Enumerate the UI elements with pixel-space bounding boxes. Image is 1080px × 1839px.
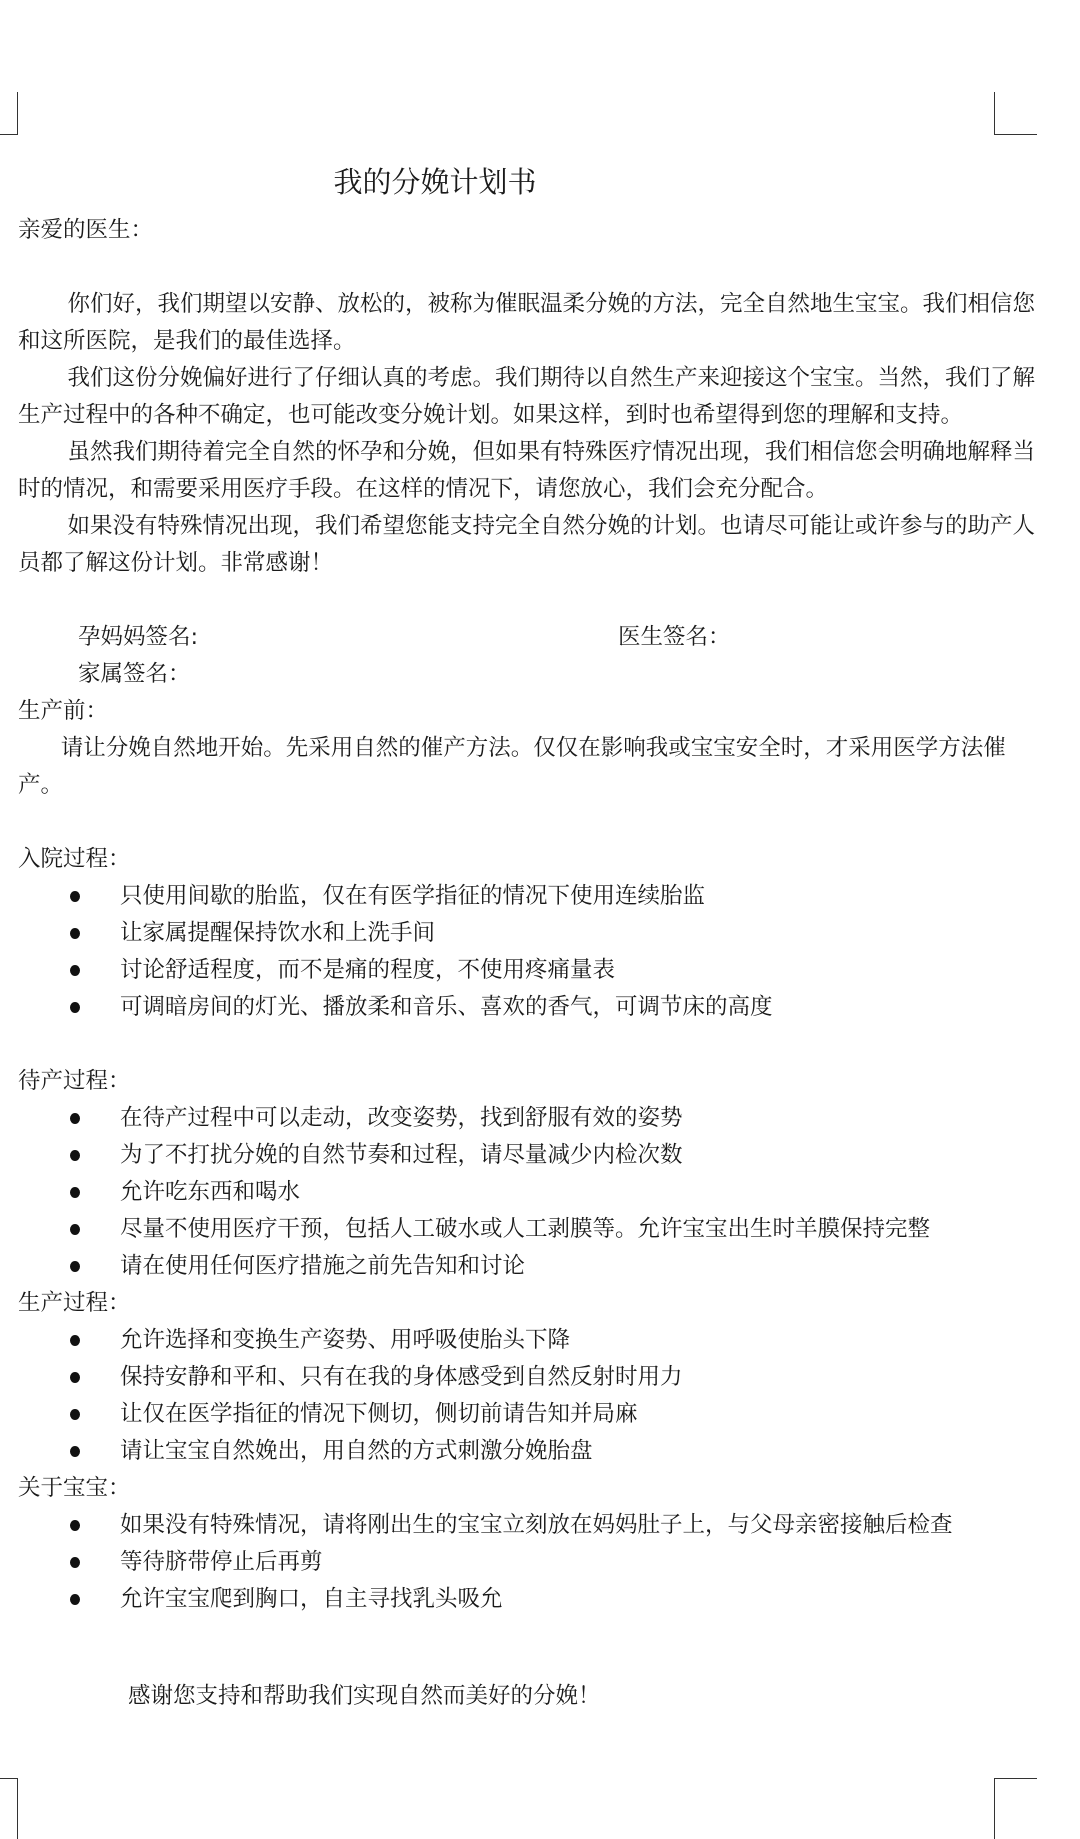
- section-heading-before-birth: 生产前：: [18, 698, 109, 724]
- signature-row: [18, 619, 1038, 656]
- list-item-text: 保持安静和平和、只有在我的身体感受到自然反射时用力: [120, 1364, 683, 1390]
- page-corner-mark-top-left: [0, 92, 18, 135]
- list-item-text: 请在使用任何医疗措施之前先告知和讨论: [120, 1253, 526, 1279]
- list-item: [18, 878, 1038, 915]
- intro-paragraph-2: 我们这份分娩偏好进行了仔细认真的考虑。我们期待以自然生产来迎接这个宝宝。当然，我们了解生产过程中的各种不确定，也可能改变分娩计划。如果这样，到时也希望得到您的理解和支持。: [18, 365, 1036, 428]
- list-item: [18, 1359, 1038, 1396]
- bullet-icon: [70, 928, 80, 939]
- spacer: [18, 804, 1038, 841]
- list-item-text: 讨论舒适程度，而不是痛的程度，不使用疼痛量表: [120, 957, 616, 983]
- intro-paragraph-4: 如果没有特殊情况出现，我们希望您能支持完全自然分娩的计划。也请尽可能让或许参与的助产人员都了解这份计划。非常感谢！: [18, 513, 1036, 576]
- list-item-text: 允许吃东西和喝水: [120, 1179, 301, 1205]
- list-item-text: 等待脐带停止后再剪: [120, 1549, 323, 1575]
- list-item: [18, 1137, 1038, 1174]
- list-item-text: 为了不打扰分娩的自然节奏和过程，请尽量减少内检次数: [120, 1142, 683, 1168]
- spacer: [18, 1618, 1038, 1655]
- spacer: [18, 249, 1038, 286]
- list-item-text: 让仅在医学指征的情况下侧切，侧切前请告知并局麻: [120, 1401, 638, 1427]
- list-item: [18, 1433, 1038, 1470]
- intro-paragraph-3: 虽然我们期待着完全自然的怀孕和分娩，但如果有特殊医疗情况出现，我们相信您会明确地解释当时的情况，和需要采用医疗手段。在这样的情况下，请您放心，我们会充分配合。: [18, 439, 1036, 502]
- list-item-text: 允许选择和变换生产姿势、用呼吸使胎头下降: [120, 1327, 571, 1353]
- list-item-text: 可调暗房间的灯光、播放柔和音乐、喜欢的香气，可调节床的高度: [120, 994, 773, 1020]
- list-item: [18, 1507, 1038, 1544]
- greeting: 亲爱的医生：: [18, 217, 154, 243]
- list-item-text: 让家属提醒保持饮水和上洗手间: [120, 920, 436, 946]
- bullet-icon: [70, 1261, 80, 1272]
- list-item: [18, 1544, 1038, 1581]
- bullet-icon: [70, 1520, 80, 1531]
- doctor-signature-label: 医生签名：: [618, 624, 731, 650]
- bullet-icon: [70, 1372, 80, 1383]
- section-heading-delivery: 生产过程：: [18, 1290, 131, 1316]
- document-body: [18, 212, 1038, 1737]
- page-corner-mark-bottom-right: [994, 1778, 1037, 1839]
- intro-paragraph-1: 你们好，我们期望以安静、放松的，被称为催眠温柔分娩的方法，完全自然地生宝宝。我们相信您和这所医院，是我们的最佳选择。: [18, 291, 1036, 354]
- bullet-icon: [70, 1113, 80, 1124]
- list-item: [18, 1248, 1038, 1285]
- list-item-text: 请让宝宝自然娩出，用自然的方式刺激分娩胎盘: [120, 1438, 593, 1464]
- bullet-icon: [70, 1002, 80, 1013]
- list-item: [18, 915, 1038, 952]
- bullet-icon: [70, 1409, 80, 1420]
- section-heading-labor: 待产过程：: [18, 1068, 131, 1094]
- page-corner-mark-bottom-left: [0, 1778, 18, 1839]
- family-signature-label: 家属签名：: [78, 661, 191, 687]
- bullet-icon: [70, 1557, 80, 1568]
- list-item: [18, 1322, 1038, 1359]
- bullet-icon: [70, 1150, 80, 1161]
- list-item: [18, 1100, 1038, 1137]
- bullet-icon: [70, 1446, 80, 1457]
- list-item: [18, 952, 1038, 989]
- bullet-icon: [70, 1594, 80, 1605]
- spacer: [18, 582, 1038, 619]
- page-corner-mark-top-right: [994, 92, 1037, 135]
- bullet-icon: [70, 1187, 80, 1198]
- bullet-icon: [70, 891, 80, 902]
- bullet-icon: [70, 965, 80, 976]
- labor-list: [18, 1100, 1038, 1285]
- mother-signature-label: 孕妈妈签名:: [78, 624, 199, 650]
- delivery-list: [18, 1322, 1038, 1470]
- bullet-icon: [70, 1335, 80, 1346]
- signature-row: [18, 656, 1038, 693]
- list-item-text: 在待产过程中可以走动，改变姿势，找到舒服有效的姿势: [120, 1105, 683, 1131]
- list-item: [18, 1211, 1038, 1248]
- list-item-text: 尽量不使用医疗干预，包括人工破水或人工剥膜等。允许宝宝出生时羊膜保持完整: [120, 1216, 931, 1242]
- document-title: 我的分娩计划书: [333, 165, 537, 199]
- section-heading-baby: 关于宝宝：: [18, 1475, 131, 1501]
- list-item: [18, 989, 1038, 1026]
- baby-list: [18, 1507, 1038, 1618]
- admission-list: [18, 878, 1038, 1026]
- bullet-icon: [70, 1224, 80, 1235]
- list-item: [18, 1581, 1038, 1618]
- list-item: [18, 1174, 1038, 1211]
- before-birth-text: 请让分娩自然地开始。先采用自然的催产方法。仅仅在影响我或宝宝安全时，才采用医学方法催产。: [18, 735, 1006, 798]
- list-item: [18, 1396, 1038, 1433]
- section-heading-admission: 入院过程：: [18, 846, 131, 872]
- list-item-text: 只使用间歇的胎监，仅在有医学指征的情况下使用连续胎监: [120, 883, 706, 909]
- closing-line: 感谢您支持和帮助我们实现自然而美好的分娩！: [128, 1682, 601, 1709]
- list-item-text: 允许宝宝爬到胸口，自主寻找乳头吸允: [120, 1586, 503, 1612]
- spacer: [18, 1026, 1038, 1063]
- list-item-text: 如果没有特殊情况，请将刚出生的宝宝立刻放在妈妈肚子上，与父母亲密接触后检查: [120, 1512, 953, 1538]
